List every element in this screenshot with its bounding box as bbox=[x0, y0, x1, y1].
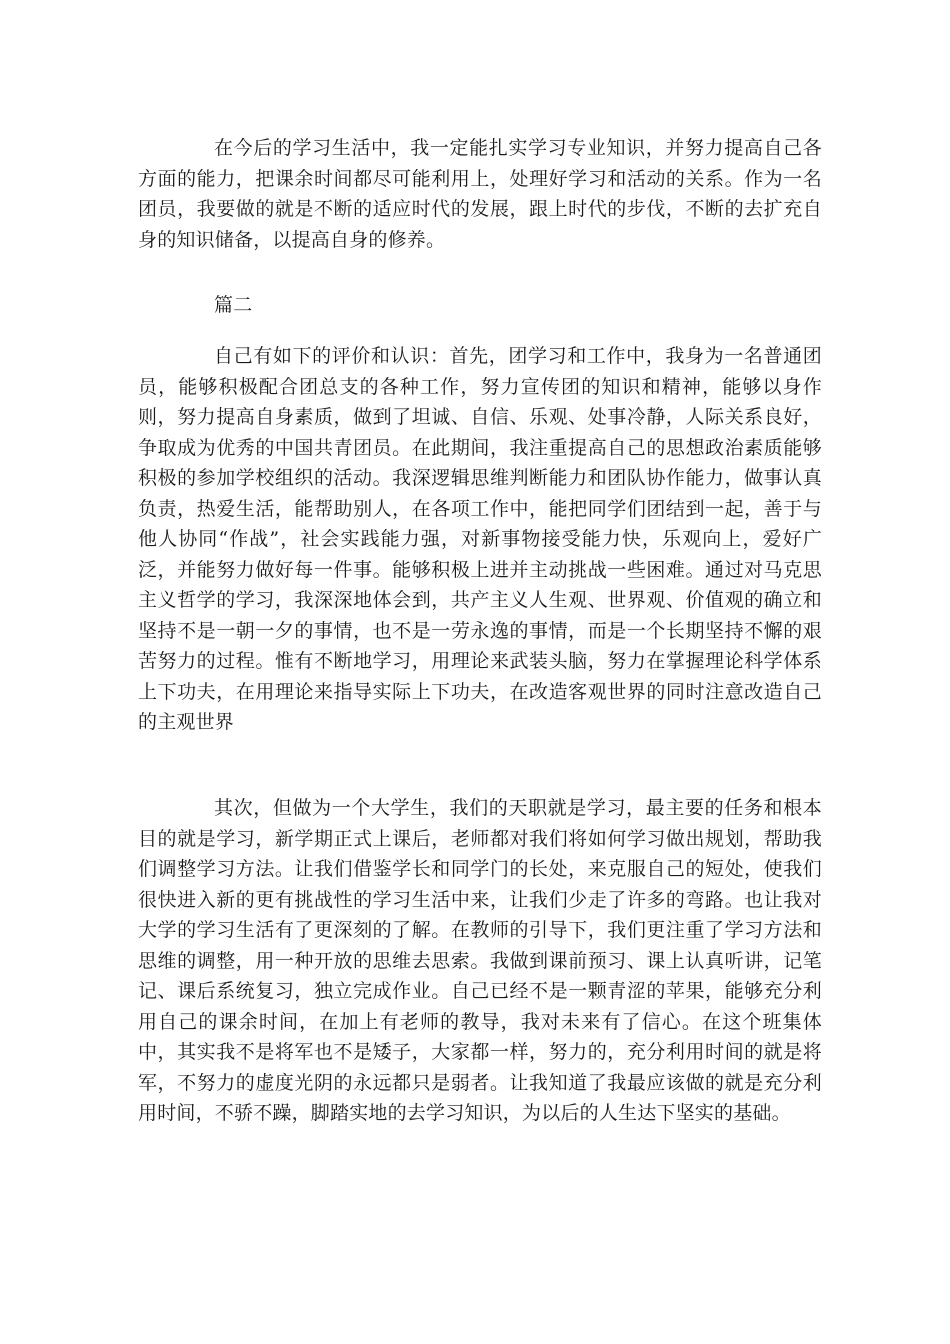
paragraph: 自己有如下的评价和认识：首先，团学习和工作中，我身为一名普通团员，能够积极配合团总支的各种工作，努力宣传团的知识和精神，能够以身作则，努力提高自身素质，做到了坦诚、自信、乐观、处事冷静，人际关系良好，争取成为优秀的中国共青团员。在此期间，我注重提高自己的思想政治素质能够积极的参加学校组织的活动。我深逻辑思维判断能力和团队协作能力，做事认真负责，热爱生活，能帮助别人，在各项工作中，能把同学们团结到一起，善于与他人协同“作战”，社会实践能力强，对新事物接受能力快，乐观向上，爱好广泛，并能努力做好每一件事。能够积极上进并主动挑战一些困难。通过对马克思主义哲学的学习，我深深地体会到，共产主义人生观、世界观、价值观的确立和坚持不是一朝一夕的事情，也不是一劳永逸的事情，而是一个长期坚持不懈的艰苦努力的过程。惟有不断地学习，用理论来武装头脑，努力在掌握理论科学体系上下功夫，在用理论来指导实际上下功夫，在改造客观世界的同时注意改造自己的主观世界 bbox=[138, 345, 822, 733]
section-heading: 篇二 bbox=[214, 294, 253, 316]
paragraph: 其次，但做为一个大学生，我们的天职就是学习，最主要的任务和根本目的就是学习，新学期正式上课后，老师都对我们将如何学习做出规划，帮助我们调整学习方法。让我们借鉴学长和同学门的长处，来克服自己的短处，使我们很快进入新的更有挑战性的学习生活中来，让我们少走了许多的弯路。也让我对大学的学习生活有了更深刻的了解。在教师的引导下，我们更注重了学习方法和思维的调整，用一种开放的思维去思索。我做到课前预习、课上认真听讲，记笔记、课后系统复习，独立完成作业。自己已经不是一颗青涩的苹果，能够充分利用自己的课余时间，在加上有老师的教导，我对未来有了信心。在这个班集体中，其实我不是将军也不是矮子，大家都一样，努力的，充分利用时间的就是将军，不努力的虚度光阴的永远都只是弱者。让我知道了我最应该做的就是充分利用时间，不骄不躁，脚踏实地的去学习知识，为以后的人生达下坚实的基础。 bbox=[138, 797, 822, 1124]
paragraph: 在今后的学习生活中，我一定能扎实学习专业知识，并努力提高自己各方面的能力，把课余时间都尽可能利用上，处理好学习和活动的关系。作为一名团员，我要做的就是不断的适应时代的发展，跟上时代的步伐，不断的去扩充自身的知识储备，以提高自身的修养。 bbox=[138, 137, 822, 251]
